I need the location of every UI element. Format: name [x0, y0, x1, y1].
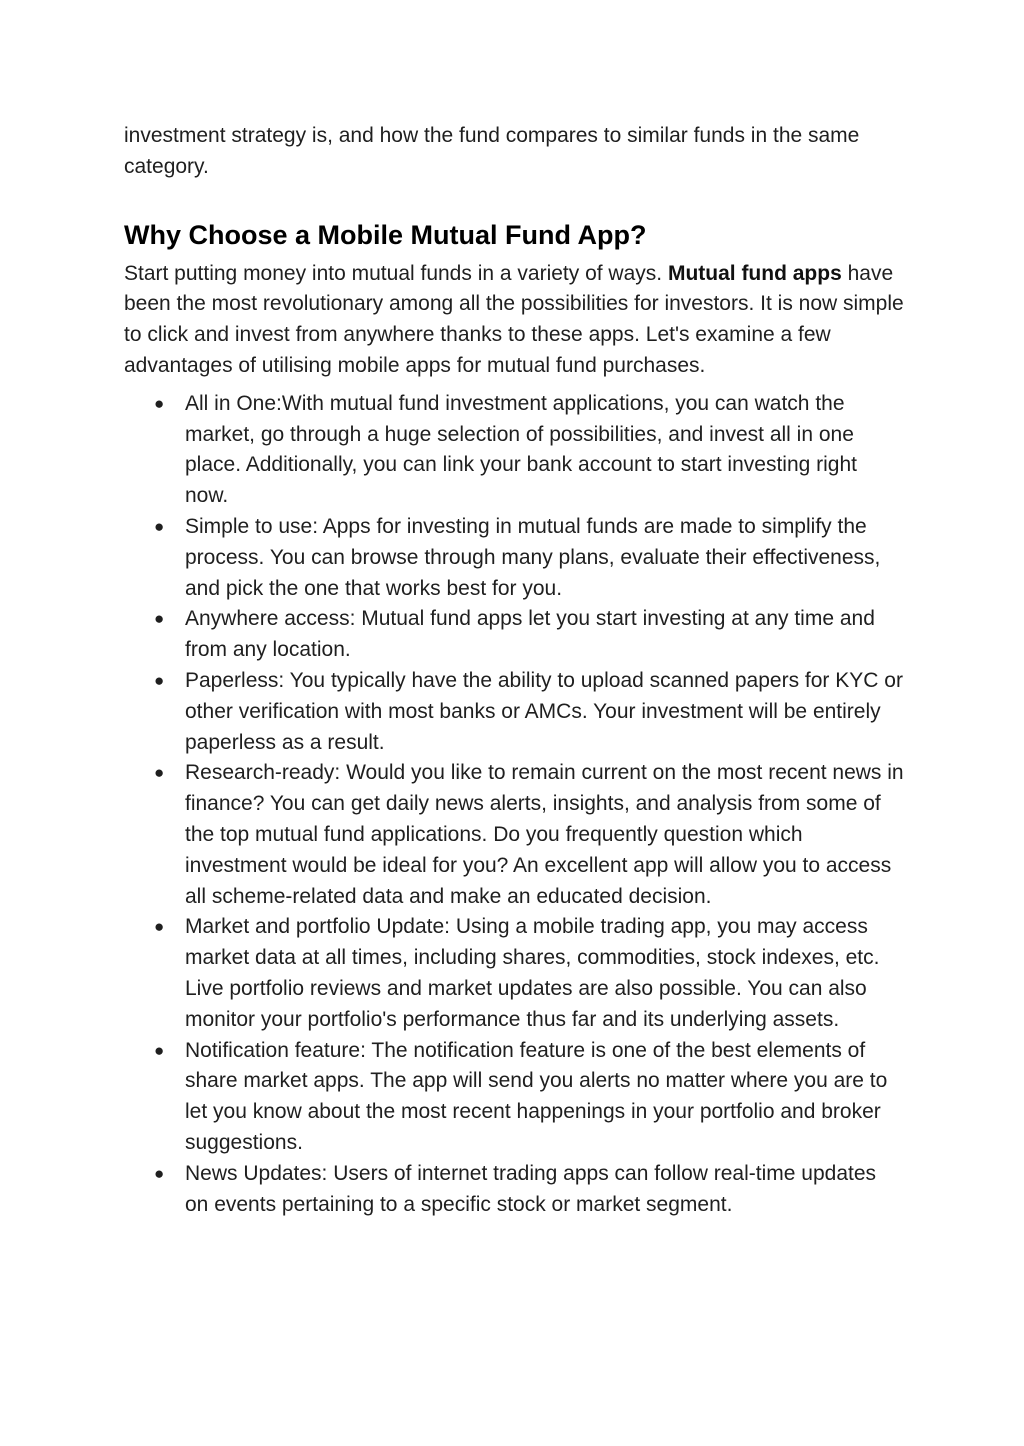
bullet-icon: ● [154, 917, 165, 937]
bullet-icon: ● [154, 516, 165, 536]
section-heading: Why Choose a Mobile Mutual Fund App? [124, 219, 647, 250]
list-item-text: Anywhere access: Mutual fund apps let you start investing at any time and from any location. [185, 607, 875, 662]
bullet-icon: ● [154, 763, 165, 783]
intro-continuation: investment strategy is, and how the fund compares to similar funds in the same category. [124, 124, 860, 178]
paragraph-text-end: have been the most revolutionary among all the possibilities for investors. It is now simple to click and invest from anywhere thanks to these apps. Let's examine a few advantages of utilising mobile apps for mutual fund purchases. [124, 261, 904, 377]
list-item [124, 666, 904, 758]
bullet-icon: ● [154, 670, 165, 690]
list-item-text: Market and portfolio Update: Using a mobile trading app, you may access market data at all times, including shares, commodities, stock indexes, etc. Live portfolio reviews and market updates are also possible. You can also monitor your portfolio's performance thus far and its underlying assets. [185, 915, 880, 1031]
list-item [124, 389, 904, 512]
bullet-icon: ● [154, 1163, 165, 1183]
list-item [124, 912, 904, 1035]
list-item [124, 604, 904, 666]
section-paragraph [124, 259, 904, 382]
paragraph-bold-phrase: Mutual fund apps [667, 261, 842, 285]
list-item [124, 512, 904, 604]
bullet-icon: ● [154, 393, 165, 413]
bullet-icon: ● [154, 1040, 165, 1060]
bullet-icon: ● [154, 609, 165, 629]
list-item-text: Simple to use: Apps for investing in mutual funds are made to simplify the process. You can browse through many plans, evaluate their effectiveness, and pick the one that works best for you. [185, 514, 881, 600]
list-item-text: All in One:With mutual fund investment applications, you can watch the market, go through a huge selection of possibilities, and invest all in one place. Additionally, you can link your bank account to start investing right now. [185, 391, 857, 508]
list-item [124, 1159, 904, 1221]
document-page [124, 121, 904, 1220]
paragraph-text-start: Start putting money into mutual funds in a variety of ways. [124, 261, 668, 285]
list-item [124, 1036, 904, 1159]
list-item-text: Paperless: You typically have the ability to upload scanned papers for KYC or other verification with most banks or AMCs. Your investment will be entirely paperless as a result. [185, 668, 903, 754]
list-item-text: News Updates: Users of internet trading apps can follow real-time updates on events pertaining to a specific stock or market segment. [185, 1161, 877, 1216]
list-item [124, 758, 904, 912]
list-item-text: Notification feature: The notification feature is one of the best elements of share market apps. The app will send you alerts no matter where you are to let you know about the most recent happenings in your portfolio and broker suggestions. [185, 1038, 888, 1154]
list-item-text: Research-ready: Would you like to remain current on the most recent news in finance? You can get daily news alerts, insights, and analysis from some of the top mutual fund applications. Do you frequently question which investment would be ideal for you? An excellent app will allow you to access all scheme-related data and make an educated decision. [185, 761, 904, 908]
advantages-list [124, 389, 904, 1221]
